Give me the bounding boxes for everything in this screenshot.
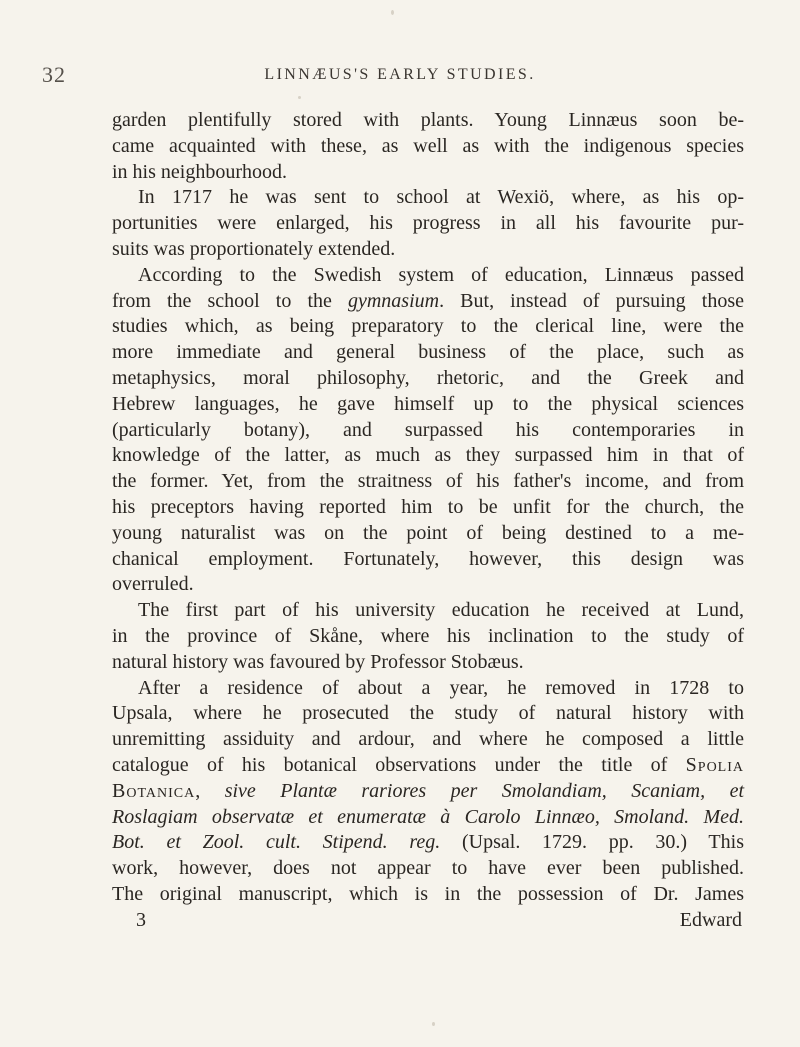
catchword: Edward: [679, 908, 742, 931]
text-run: (Upsal. 1729. pp. 30.) This: [440, 831, 744, 854]
small-caps-title: Botanica: [112, 779, 196, 802]
text-line: garden plentifully stored with plants. Young Linnæus soon be-: [112, 109, 744, 131]
text-line: Hebrew languages, he gave himself up to the physical sciences: [112, 392, 744, 415]
text-line: The original manuscript, which is in the possession of Dr. James: [112, 882, 744, 905]
text-line: suits was proportionately extended.: [112, 237, 396, 260]
italic-term: gymnasium: [347, 289, 440, 312]
text-line: The first part of his university education he received at Lund,: [138, 599, 744, 622]
italic-title: Bot. et Zool. cult. Stipend. reg.: [112, 831, 441, 854]
text-run: from the school to the: [112, 289, 348, 312]
text-line: In 1717 he was sent to school at Wexiö, where, as his op-: [138, 186, 744, 209]
text-run: ,: [195, 779, 225, 802]
signature-mark: 3: [136, 908, 146, 931]
small-caps-title: Spolia: [685, 753, 744, 776]
text-line: knowledge of the latter, as much as they surpassed him in that of: [112, 444, 744, 467]
text-line: According to the Swedish system of education, Linnæus passed: [138, 263, 744, 286]
text-run: . But, instead of pursuing those: [439, 289, 744, 312]
text-line: more immediate and general business of the place, such as: [112, 341, 744, 364]
text-run: catalogue of his botanical observations under the title of: [112, 753, 686, 776]
text-line: Upsala, where he prosecuted the study of natural history with: [112, 702, 744, 725]
paper-speck: [391, 10, 394, 15]
text-line: metaphysics, moral philosophy, rhetoric, and the Greek and: [112, 366, 744, 389]
text-line: [112, 753, 744, 779]
text-line: [112, 805, 744, 831]
text-line: studies which, as being preparatory to the clerical line, were the: [112, 315, 744, 338]
running-head: [0, 62, 800, 92]
text-line: his preceptors having reported him to be unfit for the church, the: [112, 495, 744, 518]
text-line: came acquainted with these, as well as with the indigenous species: [112, 134, 744, 157]
text-line: the former. Yet, from the straitness of his father's income, and from: [112, 470, 744, 493]
text-line: [112, 779, 744, 805]
text-line: chanical employment. Fortunately, however, this design was: [112, 547, 744, 570]
text-line: work, however, does not appear to have ever been published.: [112, 857, 744, 880]
text-line: in his neighbourhood.: [112, 160, 287, 183]
text-line: in the province of Skåne, where his inclination to the study of: [112, 624, 744, 647]
page-footer: [112, 908, 744, 934]
page-number: 32: [42, 62, 66, 87]
text-line: (particularly botany), and surpassed his contemporaries in: [112, 418, 744, 441]
body-text: [112, 108, 744, 934]
text-line: young naturalist was on the point of being destined to a me-: [112, 521, 744, 544]
paper-speck: [298, 96, 301, 99]
text-line: [112, 289, 744, 315]
text-line: overruled.: [112, 573, 194, 596]
running-title: LINNÆUS'S EARLY STUDIES.: [264, 66, 536, 83]
paper-speck: [432, 1022, 435, 1026]
text-line: unremitting assiduity and ardour, and where he composed a little: [112, 728, 744, 751]
text-line: After a residence of about a year, he removed in 1728 to: [138, 676, 744, 699]
italic-title: sive Plantæ rariores per Smolandiam, Scaniam, et: [224, 779, 745, 802]
text-line: [112, 830, 744, 856]
text-line: portunities were enlarged, his progress in all his favourite pur-: [112, 212, 744, 235]
italic-title: Roslagiam observatæ et enumeratæ à Carolo Linnæo, Smoland. Med.: [112, 805, 744, 828]
text-line: natural history was favoured by Professor Stobæus.: [112, 650, 524, 673]
